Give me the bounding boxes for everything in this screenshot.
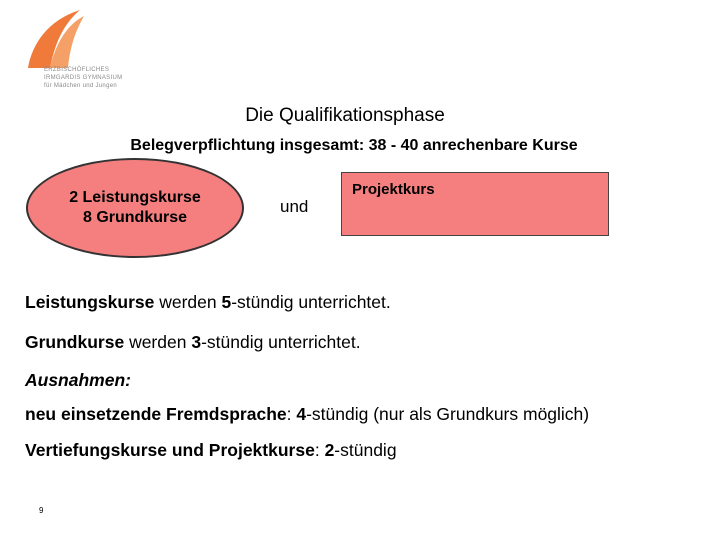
ellipse-line-1: 2 Leistungskurse [69,189,201,206]
course-ellipse [26,158,244,258]
line-ausnahmen [25,369,131,391]
logo-text [44,66,154,90]
vt-text-a: : [314,440,325,460]
logo-swoosh-icon [26,8,86,70]
gk-hours: 3 [191,332,202,352]
ausnahmen-heading: Ausnahmen: [25,370,131,390]
line-fremdsprache [25,403,589,425]
page-subtitle: Belegverpflichtung insgesamt: 38 - 40 anrechenbare Kurse [130,137,578,154]
gk-text-a: werden [124,332,192,352]
fs-term: neu einsetzende Fremdsprache [25,404,287,424]
line-vertiefung [25,439,397,461]
page-number: 9 [39,506,44,515]
lk-text-a: werden [154,292,222,312]
projektkurs-box [341,172,609,236]
line-leistungskurse [25,291,391,313]
fs-text-b: -stündig (nur als Grundkurs möglich) [306,404,590,424]
logo-line-1: ERZBISCHÖFLICHES [44,67,110,73]
logo-line-2: IRMGARDIS GYMNASIUM [44,75,123,81]
lk-hours: 5 [221,292,232,312]
page-title: Die Qualifikationsphase [245,105,445,126]
ellipse-line-2: 8 Grundkurse [82,209,188,226]
projektkurs-label: Projektkurs [352,181,435,198]
connector-text: und [280,197,309,216]
lk-text-b: -stündig unterrichtet. [231,292,391,312]
vt-text-b: -stündig [334,440,397,460]
logo-line-3: für Mädchen und Jungen [44,83,117,89]
vt-term: Vertiefungskurse und Projektkurse [25,440,315,460]
lk-term: Leistungskurse [25,292,155,312]
school-logo [20,8,140,92]
fs-hours: 4 [296,404,307,424]
line-grundkurse [25,331,361,353]
gk-text-b: -stündig unterrichtet. [201,332,361,352]
vt-hours: 2 [324,440,335,460]
gk-term: Grundkurse [25,332,125,352]
fs-text-a: : [286,404,297,424]
